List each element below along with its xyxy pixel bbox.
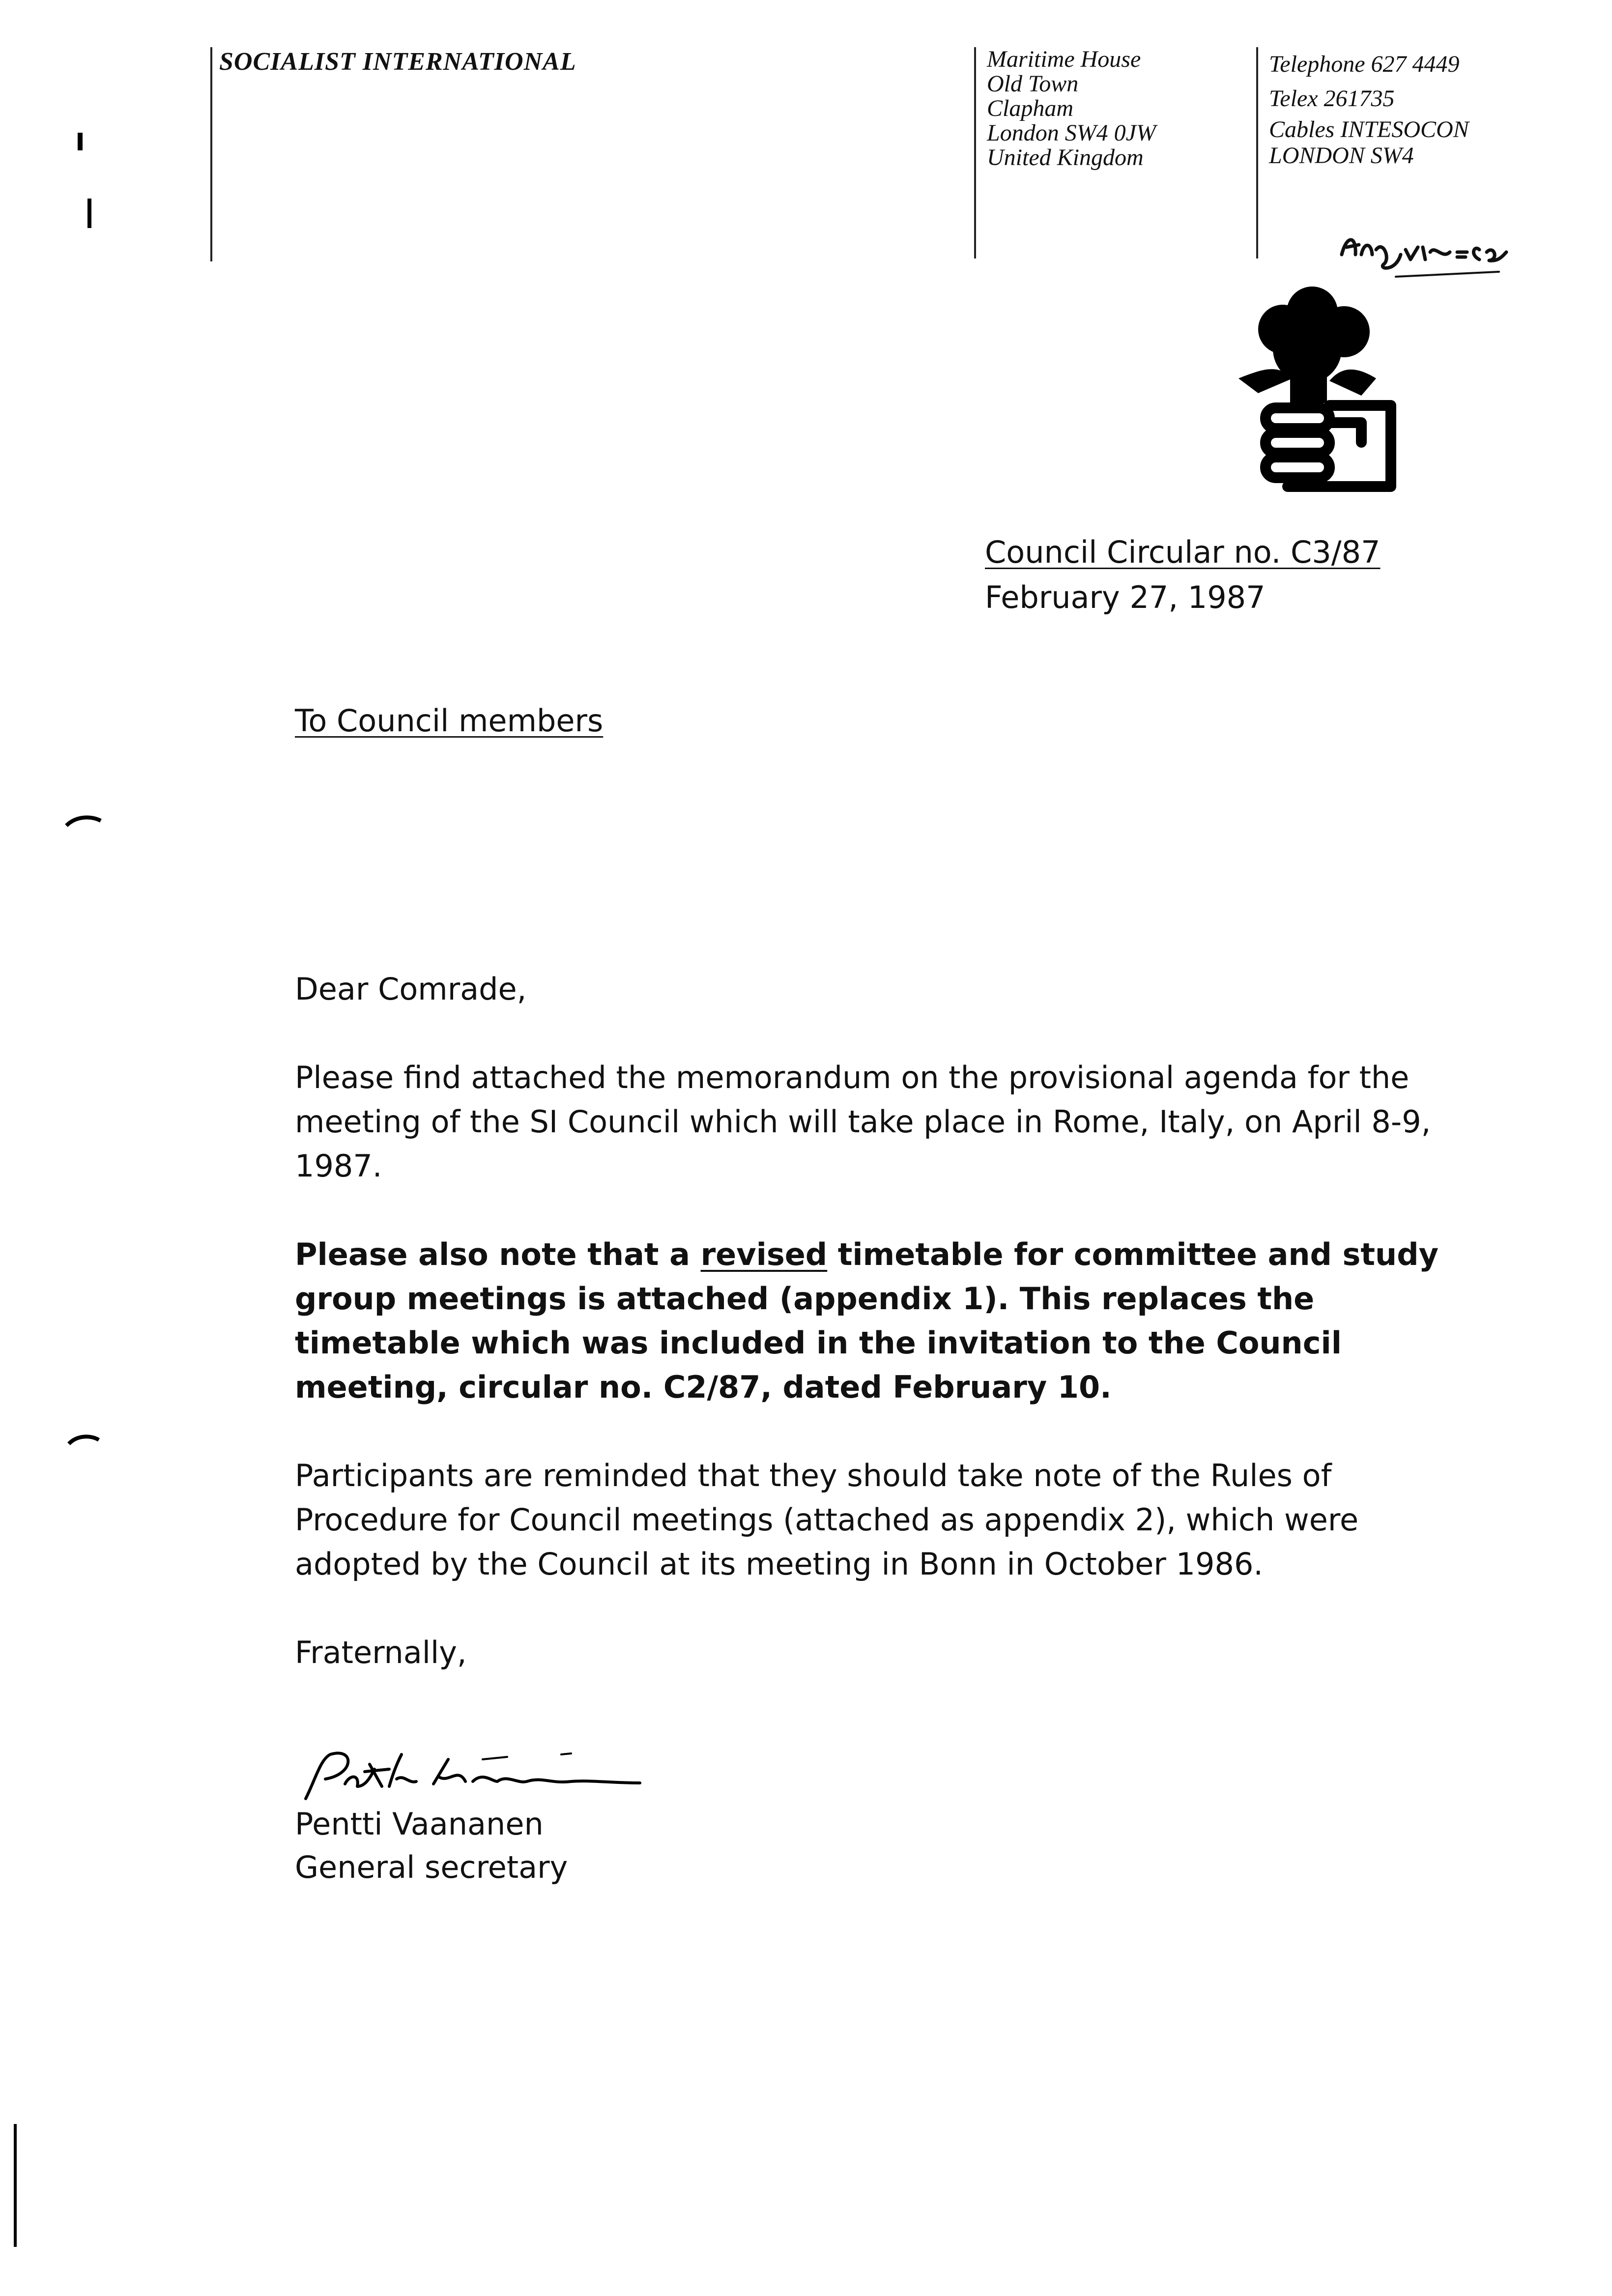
recipient-line: To Council members [295, 703, 604, 739]
signature-block [295, 1803, 568, 1889]
scan-mark [66, 1430, 101, 1448]
address-line: London SW4 0JW [987, 120, 1156, 146]
letterhead-divider-left [210, 47, 212, 261]
paragraph-memorandum: Please find attached the memorandum on the provisional agenda for the meeting of the SI Council which will take place in Rome, Italy, on April 8-9, 1987. [295, 1060, 1431, 1184]
signatory-title: General secretary [295, 1849, 568, 1885]
signatory-name: Pentti Vaananen [295, 1806, 544, 1842]
cables: Cables INTESOCON [1269, 116, 1469, 143]
rose-fist-logo [1229, 275, 1406, 501]
address-line: United Kingdom [987, 144, 1144, 171]
paragraph-rules-of-procedure: Participants are reminded that they should take note of the Rules of Procedure for Council meetings (attached as appendix 2), which were adopted by the Council at its meeting in Bonn in October 1986. [295, 1458, 1359, 1582]
contact-block [1269, 47, 1469, 168]
paragraph2-after: timetable for committee and study group meetings is attached (appendix 1). This replaces the timetable which was included in the invitation to the Council meeting, circular no. C2/87, dated February 10. [295, 1236, 1439, 1405]
organization-name: SOCIALIST INTERNATIONAL [219, 48, 576, 76]
telex: Telex 261735 [1269, 86, 1395, 112]
revised-word: revised [700, 1236, 828, 1272]
scan-mark [14, 2124, 17, 2247]
address-block [987, 47, 1156, 170]
address-line: Maritime House [987, 46, 1141, 72]
circular-header [985, 530, 1381, 620]
telephone: Telephone 627 4449 [1269, 51, 1460, 77]
paragraph-revised-timetable [295, 1233, 1465, 1409]
circular-number: Council Circular no. C3/87 [985, 534, 1381, 570]
salutation: Dear Comrade, [295, 971, 527, 1007]
letter-body [295, 967, 1465, 1719]
scan-mark [64, 811, 103, 831]
cables-city: LONDON SW4 [1269, 143, 1414, 169]
circular-date: February 27, 1987 [985, 579, 1266, 615]
closing: Fraternally, [295, 1635, 467, 1670]
letterhead-divider-middle [974, 47, 976, 258]
scan-mark [78, 133, 83, 150]
address-line: Clapham [987, 95, 1074, 121]
letterhead-divider-right [1256, 47, 1258, 258]
scan-mark [87, 199, 91, 228]
address-line: Old Town [987, 71, 1079, 97]
paragraph2-before: Please also note that a [295, 1236, 701, 1272]
